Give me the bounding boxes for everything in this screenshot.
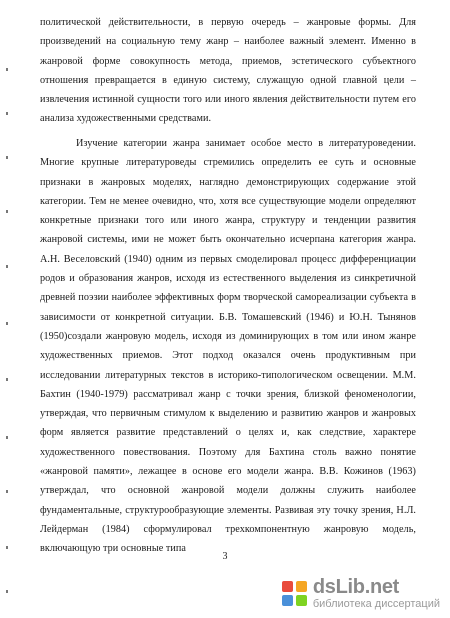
text-block-top xyxy=(40,13,416,129)
scan-margin-marks xyxy=(6,60,12,600)
paragraph: политической действительности, в первую очередь – жанровые формы. Для произведений на социальную тему жанр – наиболее важный элемент. Именно в жанровой форме совокупность метода, приемов, эстетического субъектного отношения превращается в единую систему, служащую одной главной цели – извлечения истинной сущности того или иного явления действительности путем его анализа художественными средствами. xyxy=(40,17,416,125)
paragraph: Изучение категории жанра занимает особое место в литературоведении. Многие крупные литературоведы стремились определить ее суть и основные признаки в жанровых моделях, наглядно демонстрирующих содержание этой категории. Тем не менее очевидно, что, хотя все существующие модели определяют конкретные признаки того или иного жанра, структуру и тенденции развития жанровой системы, ими не может быть окончательно исчерпана категория жанра. А.Н. Веселовский (1940) одним из первых смоделировал процесс дифференциации родов и образования жанров, исходя из естественного выделения из синкретичной древней поэзии наиболее эффективных форм творческой самореализации субъекта в зависимости от конкретной ситуации. Б.В. Томашевский (1946) и Ю.Н. Тынянов (1950)создали жанровую модель, исходя из доминирующих в том или ином жанре художественных приемов. Этот подход оказался очень продуктивным при исследовании литературных текстов в историко-типологическом освещении. М.М. Бахтин (1940-1979) рассматривал жанр с точки зрения, близкой феноменологии, утверждая, что первичным стимулом к выделению и развитию жанров и жанровых форм является развитие представлений о целях и, как следствие, характере художественного повествования. Поэтому для Бахтина столь важно понятие «жанровой памяти», лежащее в основе его модели жанра. В.В. Кожинов (1963) утверждал, что основной жанровой модели должны служить наиболее фундаментальные, структурообразующие элементы. Развивая эту точку зрения, Н.Л. Лейдерман (1984) сформулировал трехкомпонентную жанровую модель, включающую три основные типа xyxy=(40,138,416,555)
logo-square xyxy=(282,581,293,592)
logo-square xyxy=(296,595,307,606)
logo-square xyxy=(296,581,307,592)
text-block-main xyxy=(40,134,416,559)
watermark[interactable] xyxy=(282,577,440,610)
dslib-logo-icon xyxy=(282,581,308,607)
page-number: 3 xyxy=(222,551,228,562)
watermark-brand: dsLib.net xyxy=(312,576,400,598)
logo-square xyxy=(282,595,293,606)
watermark-text xyxy=(313,577,440,610)
watermark-subtitle: библиотека диссертаций xyxy=(312,598,440,610)
